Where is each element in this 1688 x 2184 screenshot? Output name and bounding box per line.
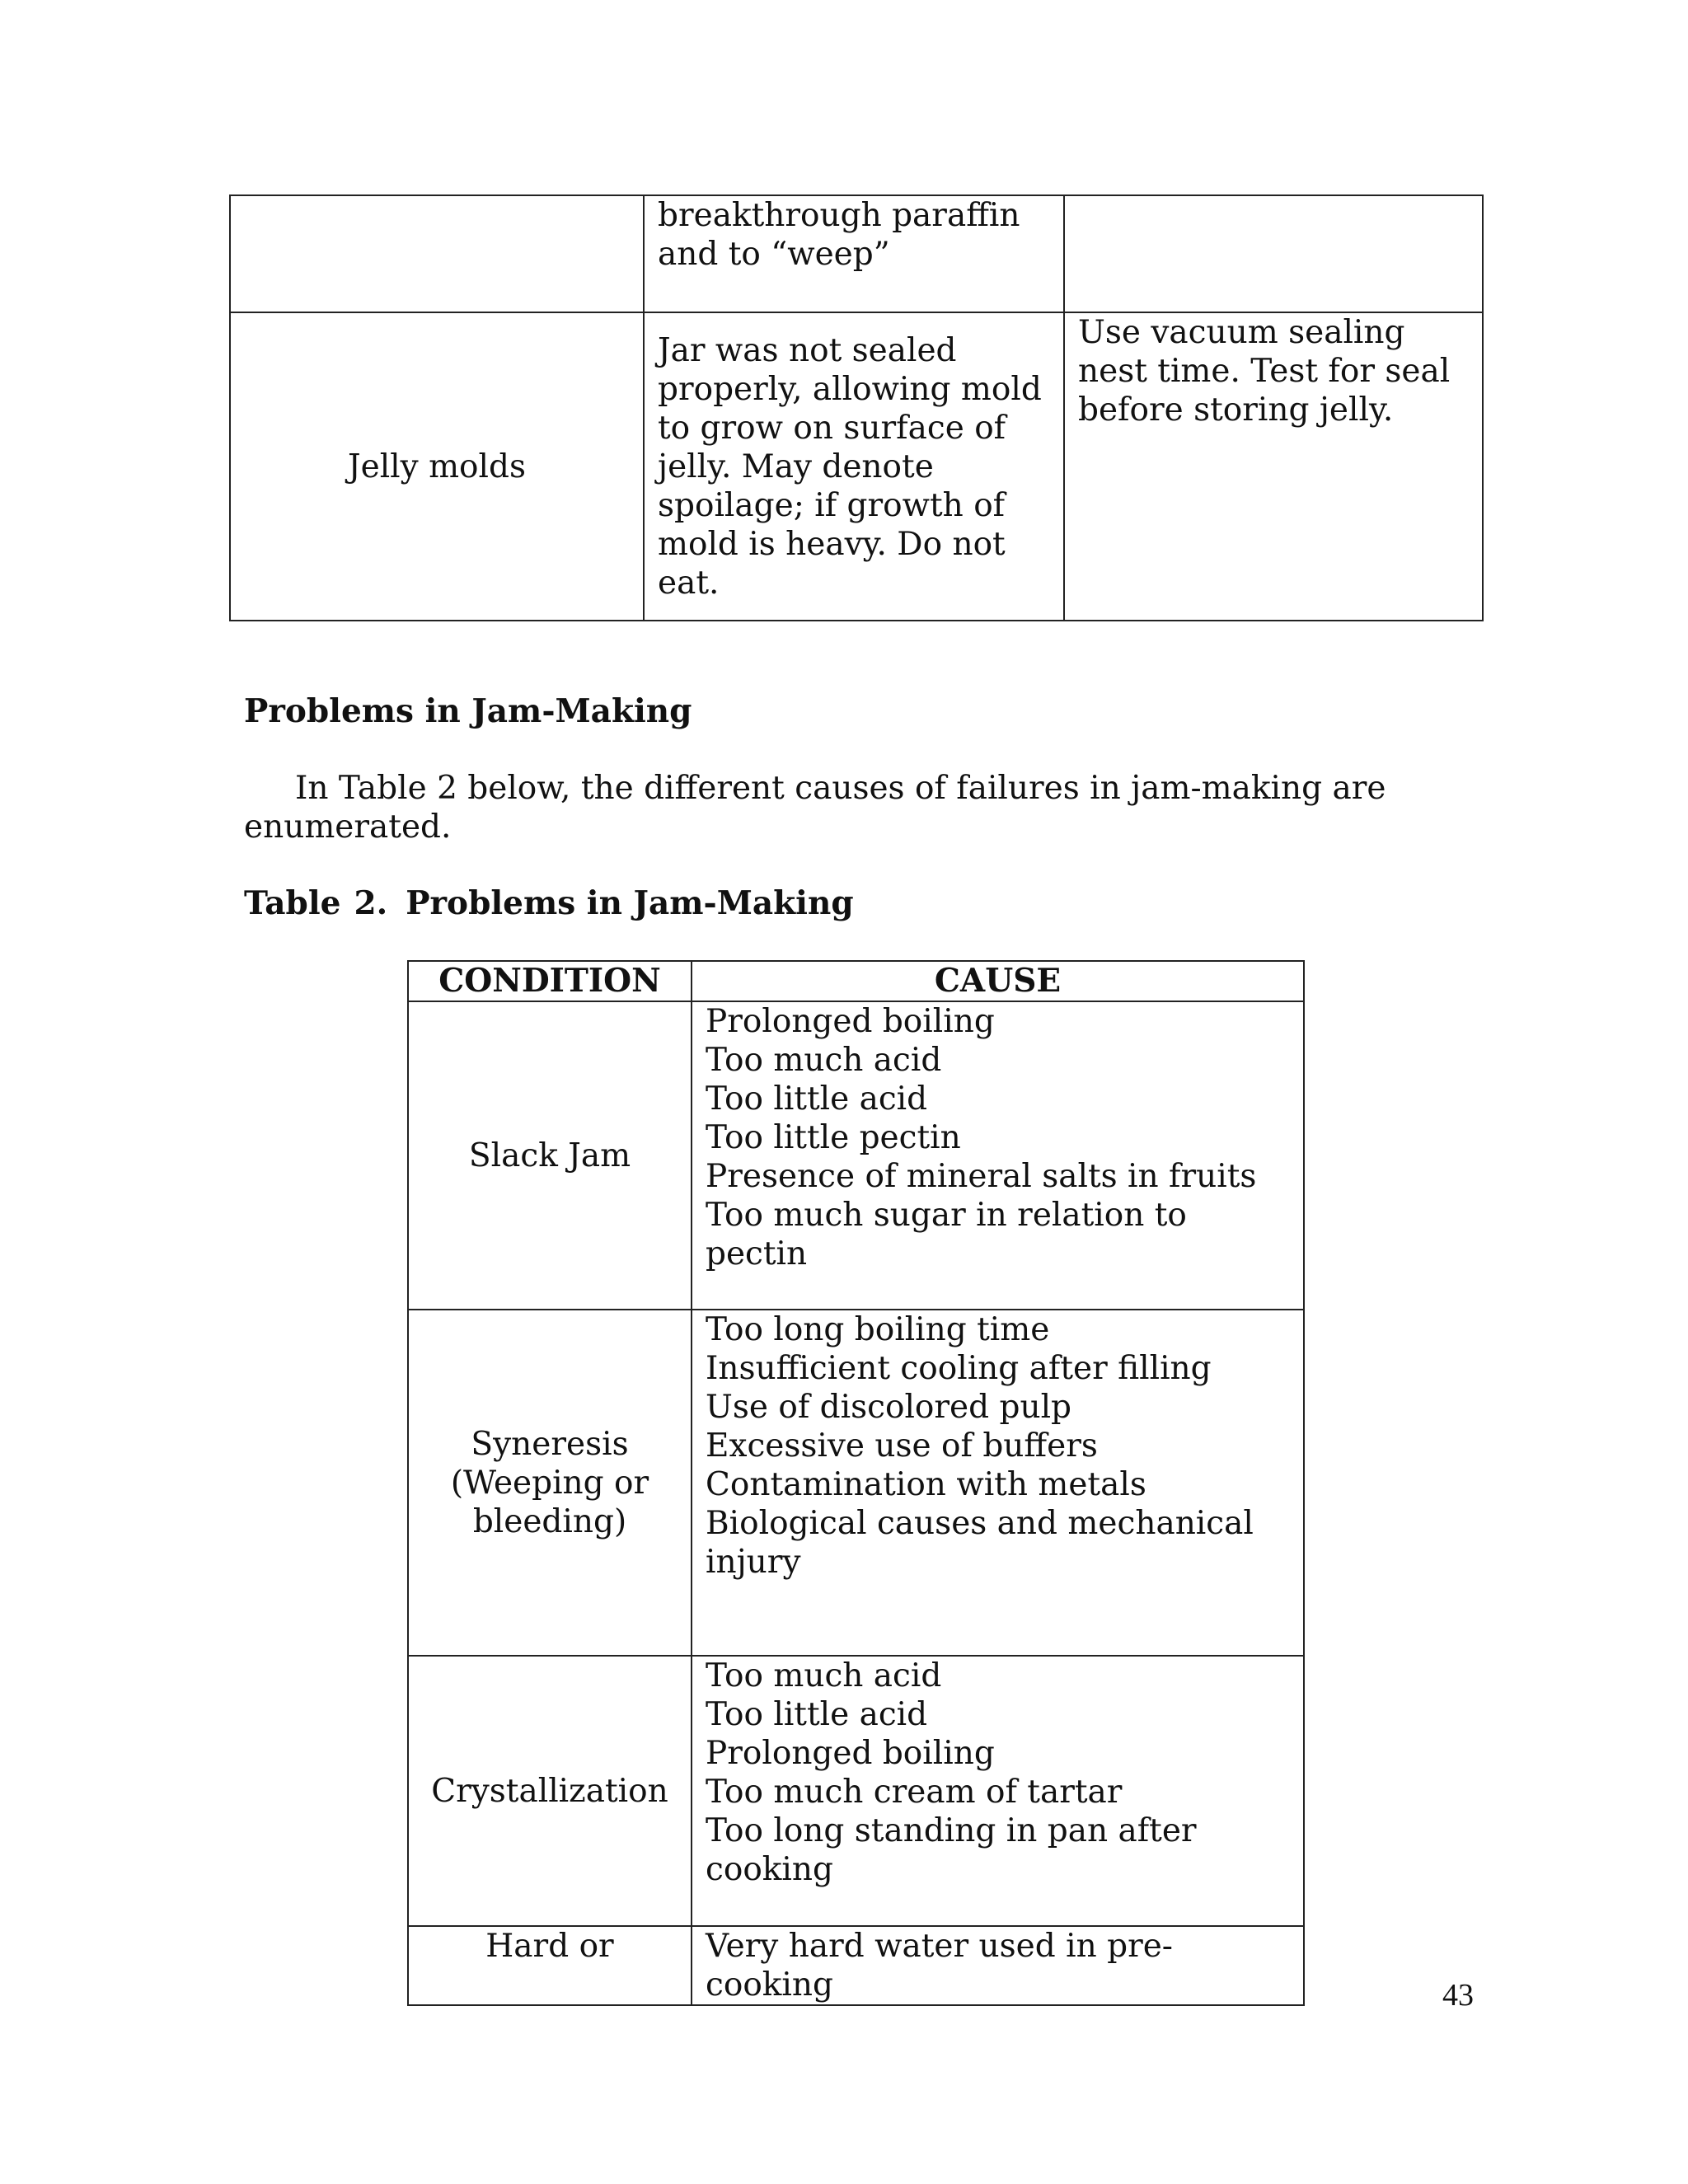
jelly-problems-table-continued [229,194,1484,621]
table-caption-text: Problems in Jam-Making [406,884,854,922]
cause-line: Jar was not sealed [658,331,957,369]
cause-line: spoilage; if growth of [658,486,1006,524]
jam-problems-table [407,960,1305,2006]
cause-line: Insufficient cooling after filling [706,1350,1212,1387]
table-caption-number: 2. [354,884,388,922]
condition-line: Syneresis [471,1425,629,1463]
condition-line: (Weeping or [450,1464,649,1502]
cause-cell [692,1656,1304,1926]
condition-cell [408,1926,692,2005]
cause-line: Too little acid [706,1696,928,1733]
column-header-condition: CONDITION [408,961,692,1001]
condition-line: Crystallization [431,1772,668,1810]
cause-line: Contamination with metals [706,1466,1146,1503]
cause-cell [644,195,1064,312]
table-header-row [408,961,1304,1001]
section-heading: Problems in Jam-Making [244,692,692,730]
condition-cell [408,1001,692,1310]
cause-line: Very hard water used in pre-cooking [706,1928,1173,2004]
cause-line: eat. [658,564,720,602]
table-row [230,312,1483,621]
condition-line: bleeding) [472,1502,627,1540]
cause-line: cooking [706,1851,833,1888]
column-header-cause: CAUSE [692,961,1304,1001]
cause-line: Too long boiling time [706,1311,1050,1348]
condition-label: Jelly molds [347,448,526,485]
cause-line: Too much acid [706,1657,942,1694]
cause-line: to grow on surface of [658,409,1006,447]
cause-line: jelly. May denote [658,448,934,485]
cause-line: pectin [706,1235,808,1272]
table-row [408,1001,1304,1310]
cause-line: Prolonged boiling [706,1735,995,1772]
cause-cell [692,1310,1304,1656]
cause-cell [692,1001,1304,1310]
condition-cell [230,312,644,621]
table-row [408,1310,1304,1656]
cause-line: Presence of mineral salts in fruits [706,1158,1257,1195]
table-caption-label: Table [244,884,341,922]
condition-cell [408,1656,692,1926]
table-caption [244,884,854,923]
cause-cell [644,312,1064,621]
cause-line: Too long standing in pan after [706,1812,1197,1849]
cause-line: Too little pectin [706,1119,961,1156]
cause-line: Too much acid [706,1042,942,1079]
condition-cell [408,1310,692,1656]
table-row [230,195,1483,312]
prevention-cell [1064,195,1483,312]
cause-line: and to “weep” [658,236,890,273]
cause-line: mold is heavy. Do not [658,525,1006,563]
prevention-line: Use vacuum sealing [1078,314,1405,351]
cause-line: breakthrough paraffin [658,197,1020,234]
page-number: 43 [1442,1978,1474,2013]
condition-line: Slack Jam [468,1137,631,1174]
prevention-line: nest time. Test for seal [1078,353,1451,390]
cause-line: Use of discolored pulp [706,1389,1072,1426]
cause-line: Prolonged boiling [706,1003,995,1040]
condition-cell [230,195,644,312]
cause-line: Too little acid [706,1080,928,1118]
cause-cell [692,1926,1304,2005]
cause-line: properly, allowing mold [658,370,1042,408]
table-row [408,1656,1304,1926]
intro-paragraph: In Table 2 below, the different causes of failures in jam-making are enumerated. [244,770,1386,846]
table-row [408,1926,1304,2005]
cause-line: Excessive use of buffers [706,1427,1098,1465]
cause-line: Too much sugar in relation to [706,1197,1187,1234]
cause-line: Biological causes and mechanical [706,1505,1254,1542]
prevention-line: before storing jelly. [1078,391,1394,429]
cause-line: injury [706,1544,801,1581]
condition-line: Hard or [485,1928,614,1965]
prevention-cell [1064,312,1483,621]
cause-line: Too much cream of tartar [706,1774,1123,1811]
